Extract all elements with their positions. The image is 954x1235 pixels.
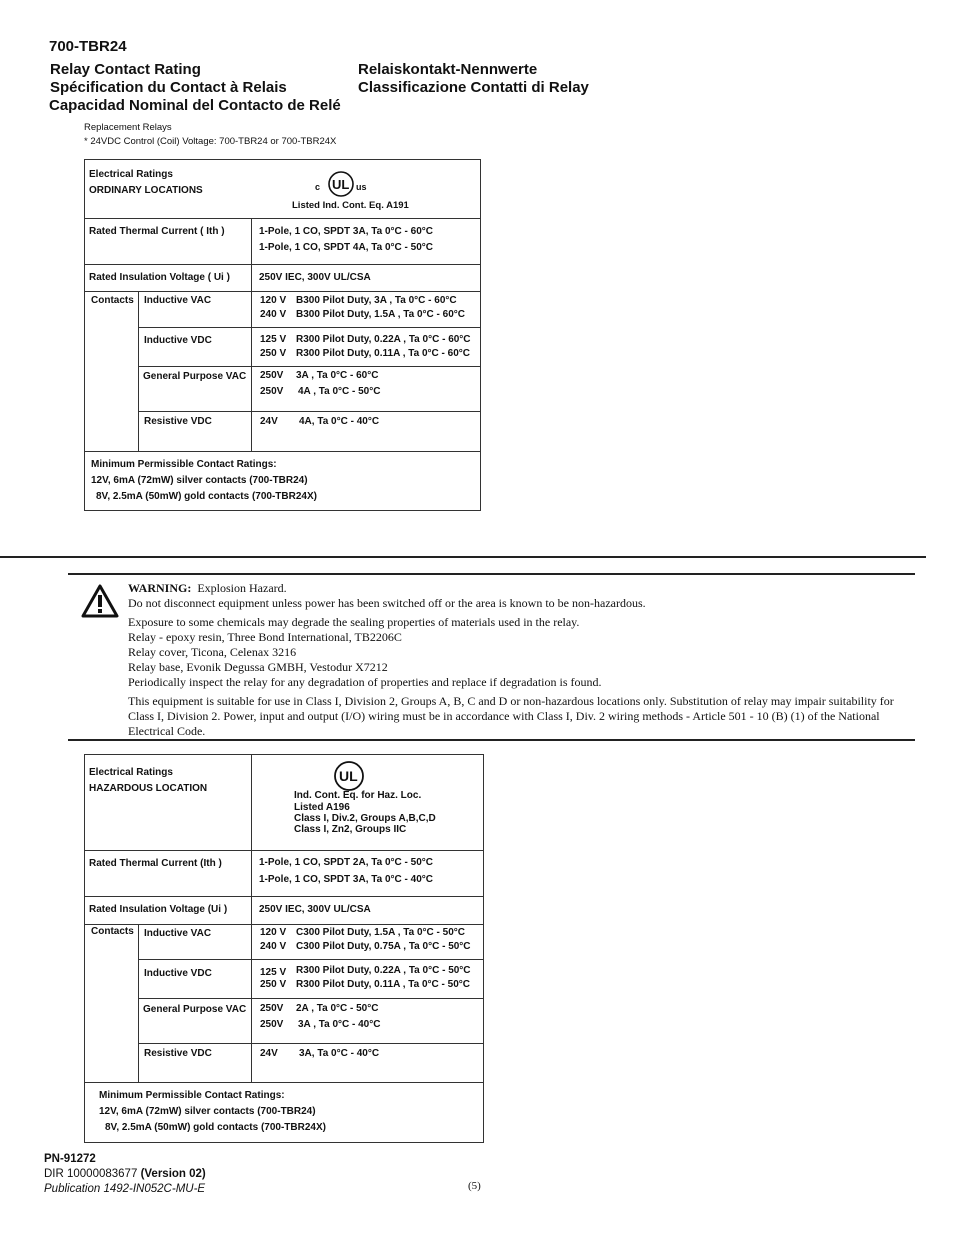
warning-label: WARNING: — [128, 581, 192, 595]
table2-ivdc-v2: 250 V — [260, 979, 287, 990]
table2-min-2: 8V, 2.5mA (50mW) gold contacts (700-TBR24X) — [105, 1122, 326, 1133]
footer-publication: Publication 1492-IN052C-MU-E — [44, 1183, 206, 1195]
table2-contacts-label: Contacts — [91, 926, 134, 937]
table1-rvdc-v1: 24V — [260, 416, 278, 427]
table2-ivac-label: Inductive VAC — [144, 928, 212, 939]
table2-min-1: 12V, 6mA (72mW) silver contacts (700-TBR24) — [99, 1106, 316, 1117]
table1-ivdc-v1: 125 V — [260, 334, 287, 345]
footer-dir-number: DIR 10000083677 — [44, 1168, 138, 1180]
table2-thermal-label: Rated Thermal Current (Ith ) — [89, 858, 222, 869]
table1-rvdc-r1: 4A, Ta 0°C - 40°C — [299, 416, 380, 427]
table2-listing-4: Class I, Zn2, Groups IIC — [294, 824, 407, 835]
table2-min-title: Minimum Permissible Contact Ratings: — [99, 1090, 285, 1101]
table2-listing-3: Class I, Div.2, Groups A,B,C,D — [294, 813, 436, 824]
table2-insulation-label: Rated Insulation Voltage (Ui ) — [89, 904, 228, 915]
hazardous-ratings-table — [84, 754, 484, 1143]
table2-ivdc-r2: R300 Pilot Duty, 0.11A , Ta 0°C - 50°C — [296, 979, 470, 990]
table1-insulation-label: Rated Insulation Voltage ( Ui ) — [89, 272, 230, 283]
table1-ivac-label: Inductive VAC — [144, 295, 212, 306]
table1-ivdc-r2: R300 Pilot Duty, 0.11A , Ta 0°C - 60°C — [296, 348, 470, 359]
title-es: Capacidad Nominal del Contacto de Relé — [49, 97, 341, 114]
table1-listed: Listed Ind. Cont. Eq. A191 — [292, 200, 409, 211]
model-number: 700-TBR24 — [49, 38, 127, 55]
title-en: Relay Contact Rating — [50, 61, 201, 78]
table1-min-1: 12V, 6mA (72mW) silver contacts (700-TBR24) — [91, 475, 308, 486]
footer-version: (Version 02) — [140, 1168, 206, 1180]
replacement-title: Replacement Relays — [84, 122, 172, 133]
table1-ivdc-r1: R300 Pilot Duty, 0.22A , Ta 0°C - 60°C — [296, 334, 471, 345]
table1-ivdc-label: Inductive VDC — [144, 335, 212, 346]
table1-gp-v2: 250V — [260, 386, 284, 397]
table1-head-location: ORDINARY LOCATIONS — [89, 185, 203, 196]
table1-gp-r2: 4A , Ta 0°C - 50°C — [298, 386, 381, 397]
warning-text-block — [128, 581, 913, 739]
ordinary-ratings-table — [84, 159, 481, 511]
table2-ivac-r1: C300 Pilot Duty, 1.5A , Ta 0°C - 50°C — [296, 927, 465, 938]
warning-line-5: Relay base, Evonik Degussa GMBH, Vestodur X7212 — [128, 660, 388, 674]
table1-ivac-r1: B300 Pilot Duty, 3A , Ta 0°C - 60°C — [296, 295, 457, 306]
table1-min-2: 8V, 2.5mA (50mW) gold contacts (700-TBR24X) — [96, 491, 317, 502]
table2-listing-1: Ind. Cont. Eq. for Haz. Loc. — [294, 790, 422, 801]
table2-ivdc-label: Inductive VDC — [144, 968, 212, 979]
table1-ivdc-v2: 250 V — [260, 348, 287, 359]
warning-line-6: Periodically inspect the relay for any degradation of properties and replace if degradation is found. — [128, 675, 602, 689]
table1-thermal-1: 1-Pole, 1 CO, SPDT 3A, Ta 0°C - 60°C — [259, 226, 433, 237]
warning-top-rule — [68, 573, 915, 575]
table1-thermal-2: 1-Pole, 1 CO, SPDT 4A, Ta 0°C - 50°C — [259, 242, 433, 253]
table1-gp-r1: 3A , Ta 0°C - 60°C — [296, 370, 379, 381]
table2-gp-r2: 3A , Ta 0°C - 40°C — [298, 1019, 381, 1030]
warning-line-3: Relay - epoxy resin, Three Bond International, TB2206C — [128, 630, 402, 644]
table2-gp-r1: 2A , Ta 0°C - 50°C — [296, 1003, 379, 1014]
table2-thermal-2: 1-Pole, 1 CO, SPDT 3A, Ta 0°C - 40°C — [259, 874, 433, 885]
table1-gp-label: General Purpose VAC — [143, 371, 247, 382]
page-number: (5) — [468, 1180, 481, 1192]
table2-rvdc-r1: 3A, Ta 0°C - 40°C — [299, 1048, 380, 1059]
warning-paragraph: This equipment is suitable for use in Class I, Division 2, Groups A, B, C and D or non-hazardous locations only. Substitution of relay may impair suitability for Class I, Division 2. Power, input and output (I/O) wiring must be in accordance with Class I, Div. 2 wiring methods - Article 501 - 10 (B) (1) of the National Electrical Code. — [128, 694, 894, 738]
table1-ivac-v1: 120 V — [260, 295, 287, 306]
title-de: Relaiskontakt-Nennwerte — [358, 61, 538, 78]
table2-ivdc-r1: R300 Pilot Duty, 0.22A , Ta 0°C - 50°C — [296, 965, 471, 976]
title-fr: Spécification du Contact à Relais — [50, 79, 287, 96]
logo-ul-2: UL — [339, 768, 358, 784]
warning-headline: Explosion Hazard. — [197, 581, 287, 595]
logo-us: us — [356, 182, 367, 192]
table2-ivac-r2: C300 Pilot Duty, 0.75A , Ta 0°C - 50°C — [296, 941, 471, 952]
footer-pn: PN-91272 — [44, 1153, 96, 1165]
table2-thermal-1: 1-Pole, 1 CO, SPDT 2A, Ta 0°C - 50°C — [259, 857, 433, 868]
section-divider — [0, 556, 926, 558]
table2-ivac-v2: 240 V — [260, 941, 287, 952]
table1-min-title: Minimum Permissible Contact Ratings: — [91, 459, 277, 470]
table2-ivac-v1: 120 V — [260, 927, 287, 938]
warning-bottom-rule — [68, 739, 915, 741]
table1-rvdc-label: Resistive VDC — [144, 416, 212, 427]
table1-head-title: Electrical Ratings — [89, 169, 173, 180]
table1-insulation-value: 250V IEC, 300V UL/CSA — [259, 272, 371, 283]
table1-gp-v1: 250V — [260, 370, 284, 381]
table2-head-location: HAZARDOUS LOCATION — [89, 783, 208, 794]
warning-line-2: Exposure to some chemicals may degrade the sealing properties of materials used in the relay. — [128, 615, 580, 629]
warning-triangle-icon — [80, 583, 120, 624]
logo-ul: UL — [332, 177, 350, 192]
replacement-note: * 24VDC Control (Coil) Voltage: 700-TBR24 or 700-TBR24X — [84, 136, 337, 147]
table1-contacts-label: Contacts — [91, 295, 134, 306]
table2-gp-v1: 250V — [260, 1003, 284, 1014]
table2-rvdc-label: Resistive VDC — [144, 1048, 212, 1059]
table2-rvdc-v1: 24V — [260, 1048, 278, 1059]
table1-ivac-v2: 240 V — [260, 309, 287, 320]
table1-ivac-r2: B300 Pilot Duty, 1.5A , Ta 0°C - 60°C — [296, 309, 465, 320]
table1-thermal-label: Rated Thermal Current ( Ith ) — [89, 226, 225, 237]
table2-ivdc-v1: 125 V — [260, 967, 287, 978]
warning-line-1: Do not disconnect equipment unless power has been switched off or the area is known to be non-hazardous. — [128, 596, 646, 610]
table2-insulation-value: 250V IEC, 300V UL/CSA — [259, 904, 371, 915]
table2-listing-2: Listed A196 — [294, 802, 350, 813]
footer-dir — [44, 1167, 206, 1182]
table2-gp-v2: 250V — [260, 1019, 284, 1030]
table2-head-title: Electrical Ratings — [89, 767, 173, 778]
logo-c: c — [315, 182, 321, 192]
table2-gp-label: General Purpose VAC — [143, 1004, 247, 1015]
title-it: Classificazione Contatti di Relay — [358, 79, 589, 96]
warning-line-4: Relay cover, Ticona, Celenax 3216 — [128, 645, 297, 659]
